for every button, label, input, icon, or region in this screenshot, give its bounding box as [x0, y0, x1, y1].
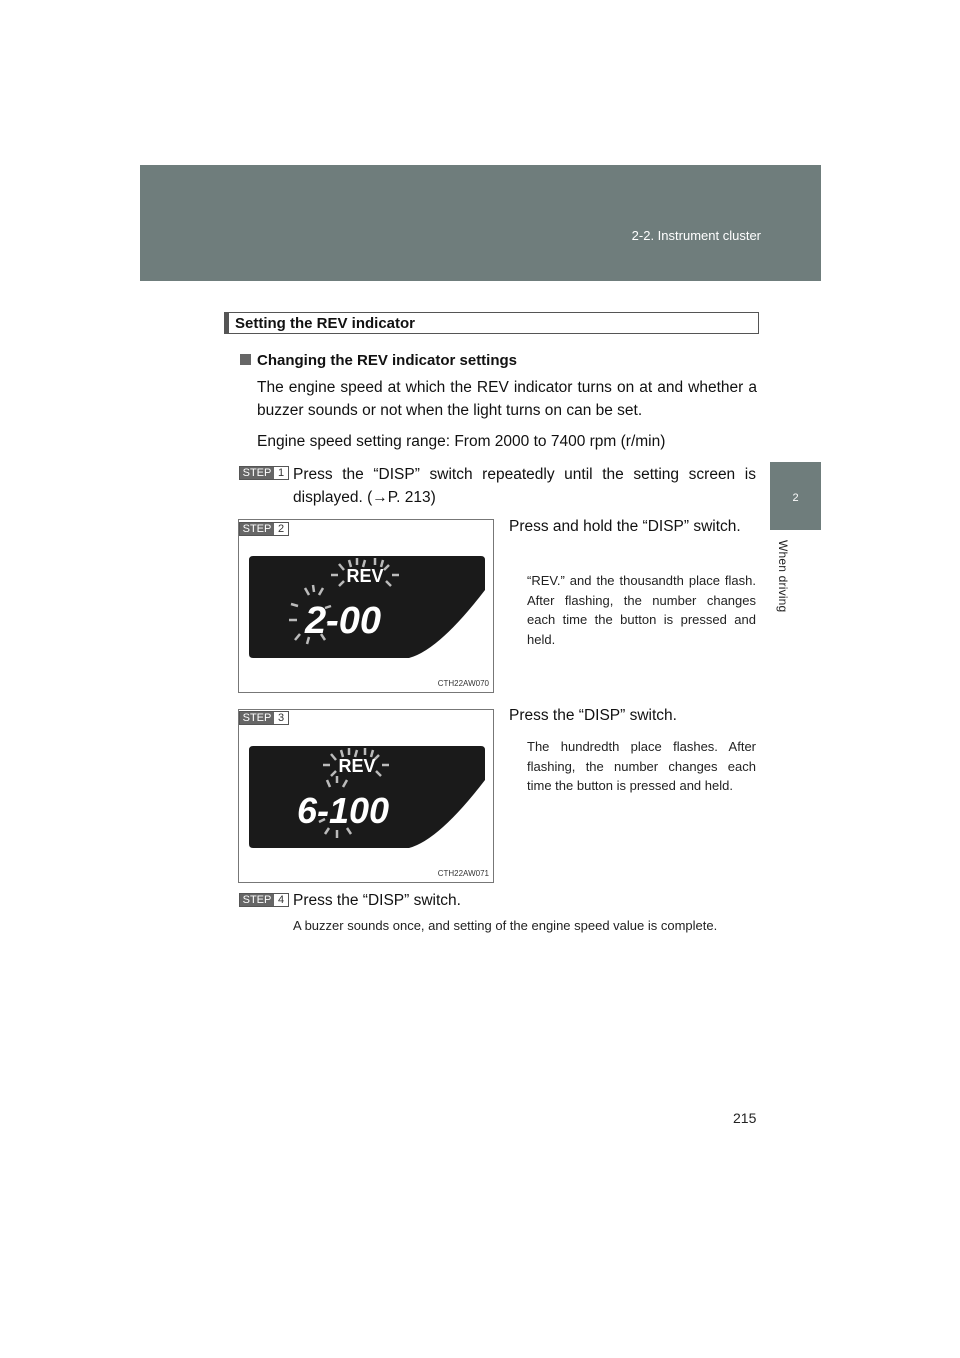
step-4-badge: [239, 893, 289, 907]
step-3-figure: [238, 709, 494, 883]
step-2-figure: [238, 519, 494, 693]
step-2-note: “REV.” and the thousandth place flash. After flashing, the number changes each time the button is pressed and held.: [527, 573, 756, 647]
step-number: 3: [274, 712, 288, 724]
subheading-text: Changing the REV indicator settings: [257, 352, 518, 369]
step-word: STEP: [240, 894, 274, 906]
step-number: 4: [274, 894, 288, 906]
figure-code: CTH22AW070: [437, 679, 489, 688]
heading-text: Setting the REV indicator: [235, 315, 416, 332]
heading-bar: [225, 313, 229, 333]
step-word: STEP: [240, 712, 274, 724]
lcd-display-rev-6100: [239, 710, 495, 884]
chapter-tab: [770, 462, 821, 530]
step-3-text: Press the “DISP” switch.: [509, 707, 677, 724]
display-digits: 2-00: [305, 600, 382, 642]
chapter-label: When driving: [776, 540, 790, 613]
page-number: 215: [733, 1110, 757, 1126]
chapter-number: 2: [792, 492, 799, 504]
step-1-text: Press the “DISP” switch repeatedly until the setting screen is displayed. (→P. 213): [293, 466, 756, 506]
step-2-text: Press and hold the “DISP” switch.: [509, 518, 741, 535]
step-2-badge: [239, 522, 289, 536]
step-number: 2: [274, 523, 288, 535]
step-word: STEP: [240, 467, 274, 479]
step-4-note: A buzzer sounds once, and setting of the engine speed value is complete.: [293, 918, 718, 933]
display-rev-text: REV: [338, 756, 376, 776]
subheading: [240, 352, 517, 369]
intro-paragraph: The engine speed at which the REV indicator turns on at and whether a buzzer sounds or not when the light turns on can be set.: [257, 379, 757, 419]
section-title: 2-2. Instrument cluster: [631, 228, 761, 243]
display-rev-text: REV: [346, 566, 384, 586]
step-3-badge: [239, 711, 289, 725]
bullet-square-icon: [240, 354, 251, 365]
step-word: STEP: [240, 523, 274, 535]
step-4-text: Press the “DISP” switch.: [293, 892, 461, 909]
section-heading: [224, 312, 759, 334]
figure-code: CTH22AW071: [437, 869, 489, 878]
display-digits: 6-100: [297, 790, 390, 831]
step-3-note: The hundredth place flashes. After flashing, the number changes each time the button is pressed and held.: [527, 739, 756, 793]
lcd-display-rev-2000: [239, 520, 495, 694]
header-band: [140, 165, 821, 281]
step-number: 1: [274, 467, 288, 479]
range-paragraph: Engine speed setting range: From 2000 to 7400 rpm (r/min): [257, 433, 666, 450]
step-1-badge: [239, 466, 289, 480]
